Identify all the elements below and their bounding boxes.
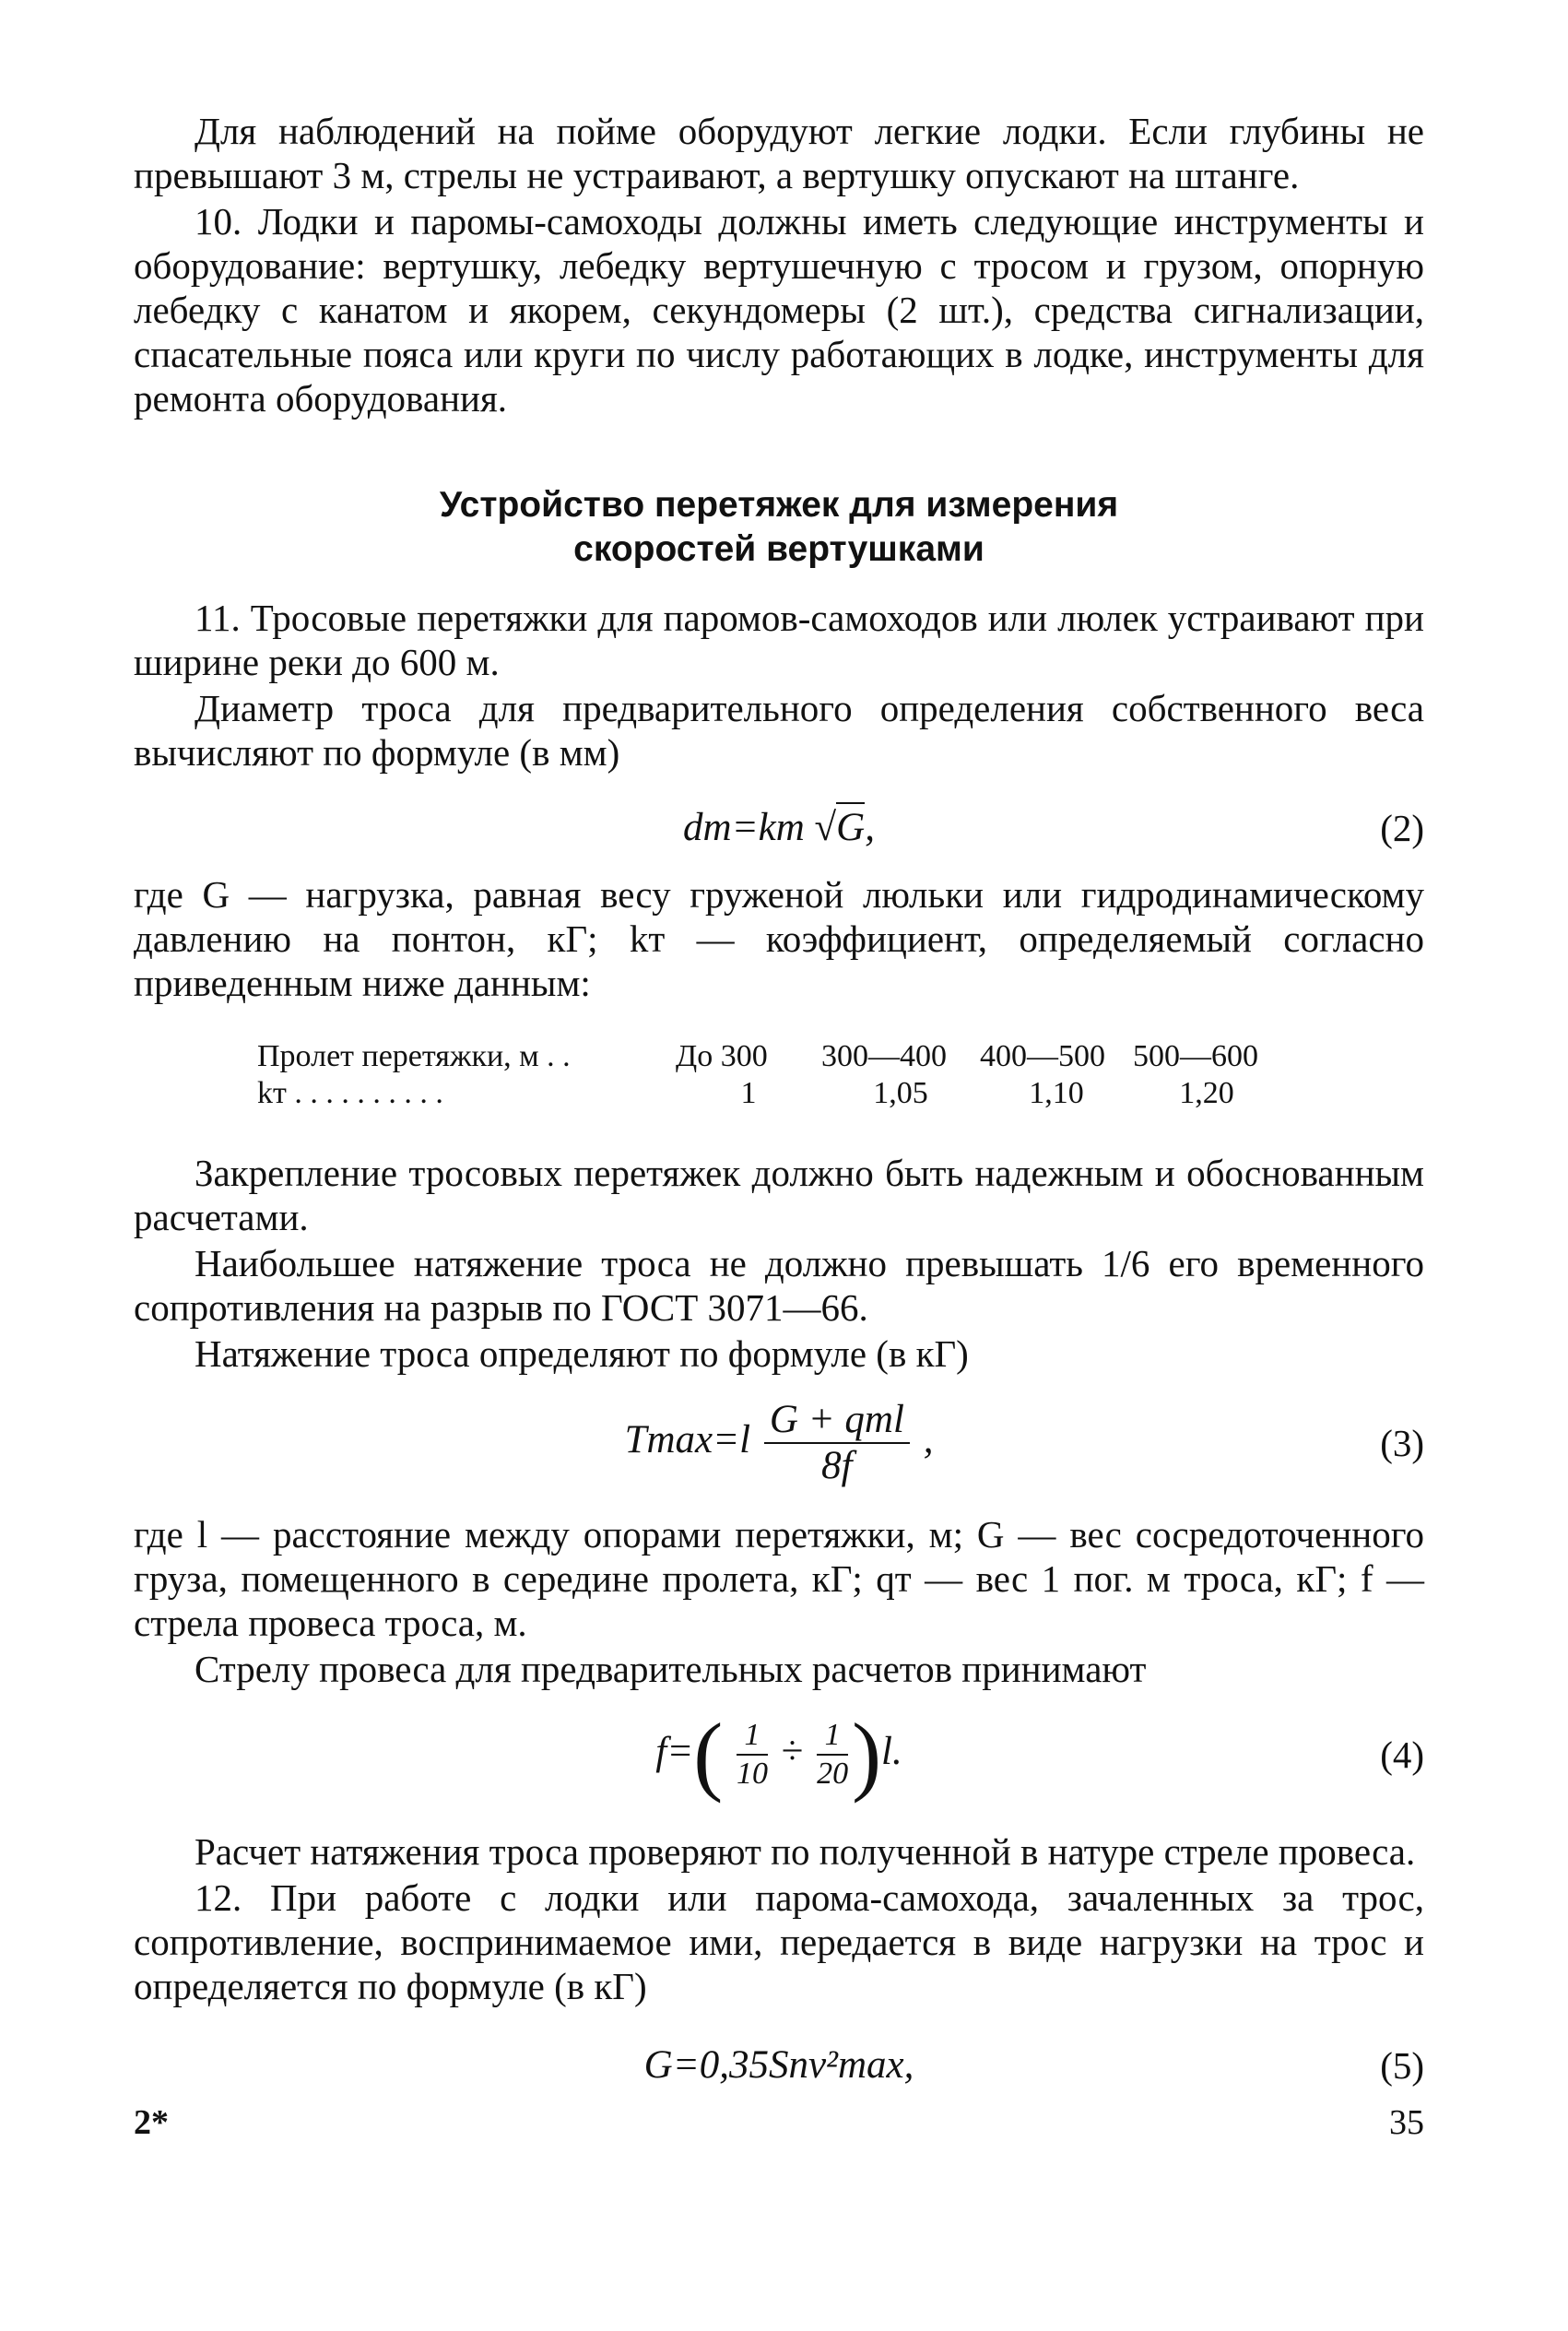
- formula-3-fraction: [764, 1398, 910, 1488]
- paragraph-item-10: 10. Лодки и паромы-самоходы должны иметь следующие инструменты и оборудование: вертушку, лебедку вертушечную с тросом и грузом, опорную лебедку с канатом и якорем, секундомеры (2 шт.), средства сигнализации, спасательные пояса или круги по числу работающих в лодке, инструменты для ремонта оборудования.: [134, 200, 1424, 420]
- paragraph-boats: Для наблюдений на пойме оборудуют легкие лодки. Если глубины не превышают 3 м, стрелы не устраивают, а вертушку опускают на штанге.: [134, 110, 1424, 196]
- table-cell: kт . . . . . . . . . .: [257, 1076, 443, 1110]
- fraction-1-denominator: 10: [736, 1757, 768, 1791]
- formula-3-lhs: Tmax: [624, 1417, 713, 1461]
- paragraph-check: Расчет натяжения троса проверяют по полученной в натуре стреле провеса.: [195, 1830, 1416, 1873]
- sqrt-symbol: √: [814, 806, 837, 849]
- formula-4-eq: =: [666, 1729, 694, 1773]
- page-footer: [134, 2102, 1424, 2143]
- formula-4-lhs: f: [655, 1729, 667, 1773]
- formula-5: [134, 2021, 1424, 2110]
- formula-3: [134, 1387, 1424, 1499]
- table-cell: 1,05: [873, 1076, 928, 1110]
- formula-2-number: (2): [1380, 807, 1424, 849]
- formula-4-fraction-1: [737, 1717, 768, 1793]
- formula-2-lhs: dт: [683, 806, 732, 849]
- formula-3-tail: ,: [923, 1417, 934, 1461]
- formula-4-tail: l.: [881, 1729, 902, 1773]
- section-heading: [134, 483, 1424, 572]
- formula-3-numerator: G + qтl: [764, 1398, 910, 1444]
- table-cell: До 300: [676, 1039, 768, 1073]
- table-cell: 1,10: [1029, 1076, 1084, 1110]
- formula-2-k: kт: [758, 806, 805, 849]
- formula-4-fraction-2: [817, 1717, 848, 1793]
- table-cell: 300—400: [821, 1039, 947, 1073]
- fraction-2-numerator: 1: [817, 1717, 848, 1756]
- formula-2-eq: =: [731, 806, 759, 849]
- formula-3-eq: =: [713, 1417, 740, 1461]
- paragraph-max-tension: Наибольшее натяжение троса не должно превышать 1/6 его временного сопротивления на разрыв по ГОСТ 3071—66.: [134, 1242, 1424, 1329]
- table-cell: 400—500: [980, 1039, 1105, 1073]
- paragraph-sag: Стрелу провеса для предварительных расчетов принимают: [195, 1648, 1147, 1690]
- formula-3-number: (3): [1380, 1422, 1424, 1464]
- fraction-2-denominator: 20: [817, 1757, 849, 1791]
- formula-4-operator: ÷: [781, 1729, 804, 1773]
- fraction-1-numerator: 1: [737, 1717, 768, 1756]
- formula-5-text: G=0,35Sпv²max,: [643, 2043, 914, 2087]
- table-cell: 1: [740, 1076, 757, 1110]
- heading-line-1: Устройство перетяжек для измерения: [439, 485, 1119, 525]
- heading-line-2: скоростей вертушками: [573, 529, 984, 569]
- formula-3-body: [134, 1398, 1424, 1488]
- formula-4: [134, 1700, 1424, 1809]
- formula-3-denominator: 8f: [821, 1444, 853, 1487]
- paragraph-where-l: где l — расстояние между опорами перетяжки, м; G — вес сосредоточенного груза, помещенного в середине пролета, кГ; qт — вес 1 пог. м троса, кГ; f — стрела провеса троса, м.: [134, 1513, 1424, 1644]
- table-cell: 1,20: [1179, 1076, 1234, 1110]
- paragraph-item-12: 12. При работе с лодки или парома-самохода, зачаленных за трос, сопротивление, воспринимаемое ими, передается в виде нагрузки на трос и определяется по формуле (в кГ): [134, 1876, 1424, 2007]
- formula-4-body: [134, 1705, 1424, 1804]
- formula-5-number: (5): [1380, 2044, 1424, 2087]
- paragraph-diameter: Диаметр троса для предварительного определения собственного веса вычисляют по формуле (в мм): [134, 687, 1424, 774]
- formula-2: [134, 784, 1424, 872]
- formula-2-radicand: G: [836, 802, 865, 849]
- table-cell: Пролет перетяжки, м . .: [257, 1039, 571, 1073]
- coefficient-table: [257, 1038, 1424, 1112]
- table-cell: 500—600: [1133, 1039, 1258, 1073]
- paragraph-where-g: где G — нагрузка, равная весу груженой люльки или гидродинамическому давлению на понтон, кГ; kт — коэффициент, определяемый согласно приведенным ниже данным:: [134, 873, 1424, 1004]
- table-row: [257, 1075, 1424, 1112]
- table-row: [257, 1038, 1424, 1075]
- formula-2-tail: ,: [865, 806, 875, 849]
- paragraph-fastening: Закрепление тросовых перетяжек должно быть надежным и обоснованным расчетами.: [134, 1152, 1424, 1238]
- left-paren: (: [693, 1705, 724, 1804]
- page-body: [134, 109, 1424, 2110]
- paragraph-item-11: 11. Тросовые перетяжки для паромов-самоходов или люлек устраивают при ширине реки до 600 м.: [134, 597, 1424, 683]
- page-number: 35: [1389, 2103, 1424, 2142]
- right-paren: ): [852, 1705, 882, 1804]
- formula-4-number: (4): [1380, 1733, 1424, 1776]
- formula-3-factor: l: [739, 1417, 751, 1461]
- paragraph-tension-formula: Натяжение троса определяют по формуле (в кГ): [195, 1332, 969, 1375]
- signature-mark: 2*: [134, 2103, 169, 2142]
